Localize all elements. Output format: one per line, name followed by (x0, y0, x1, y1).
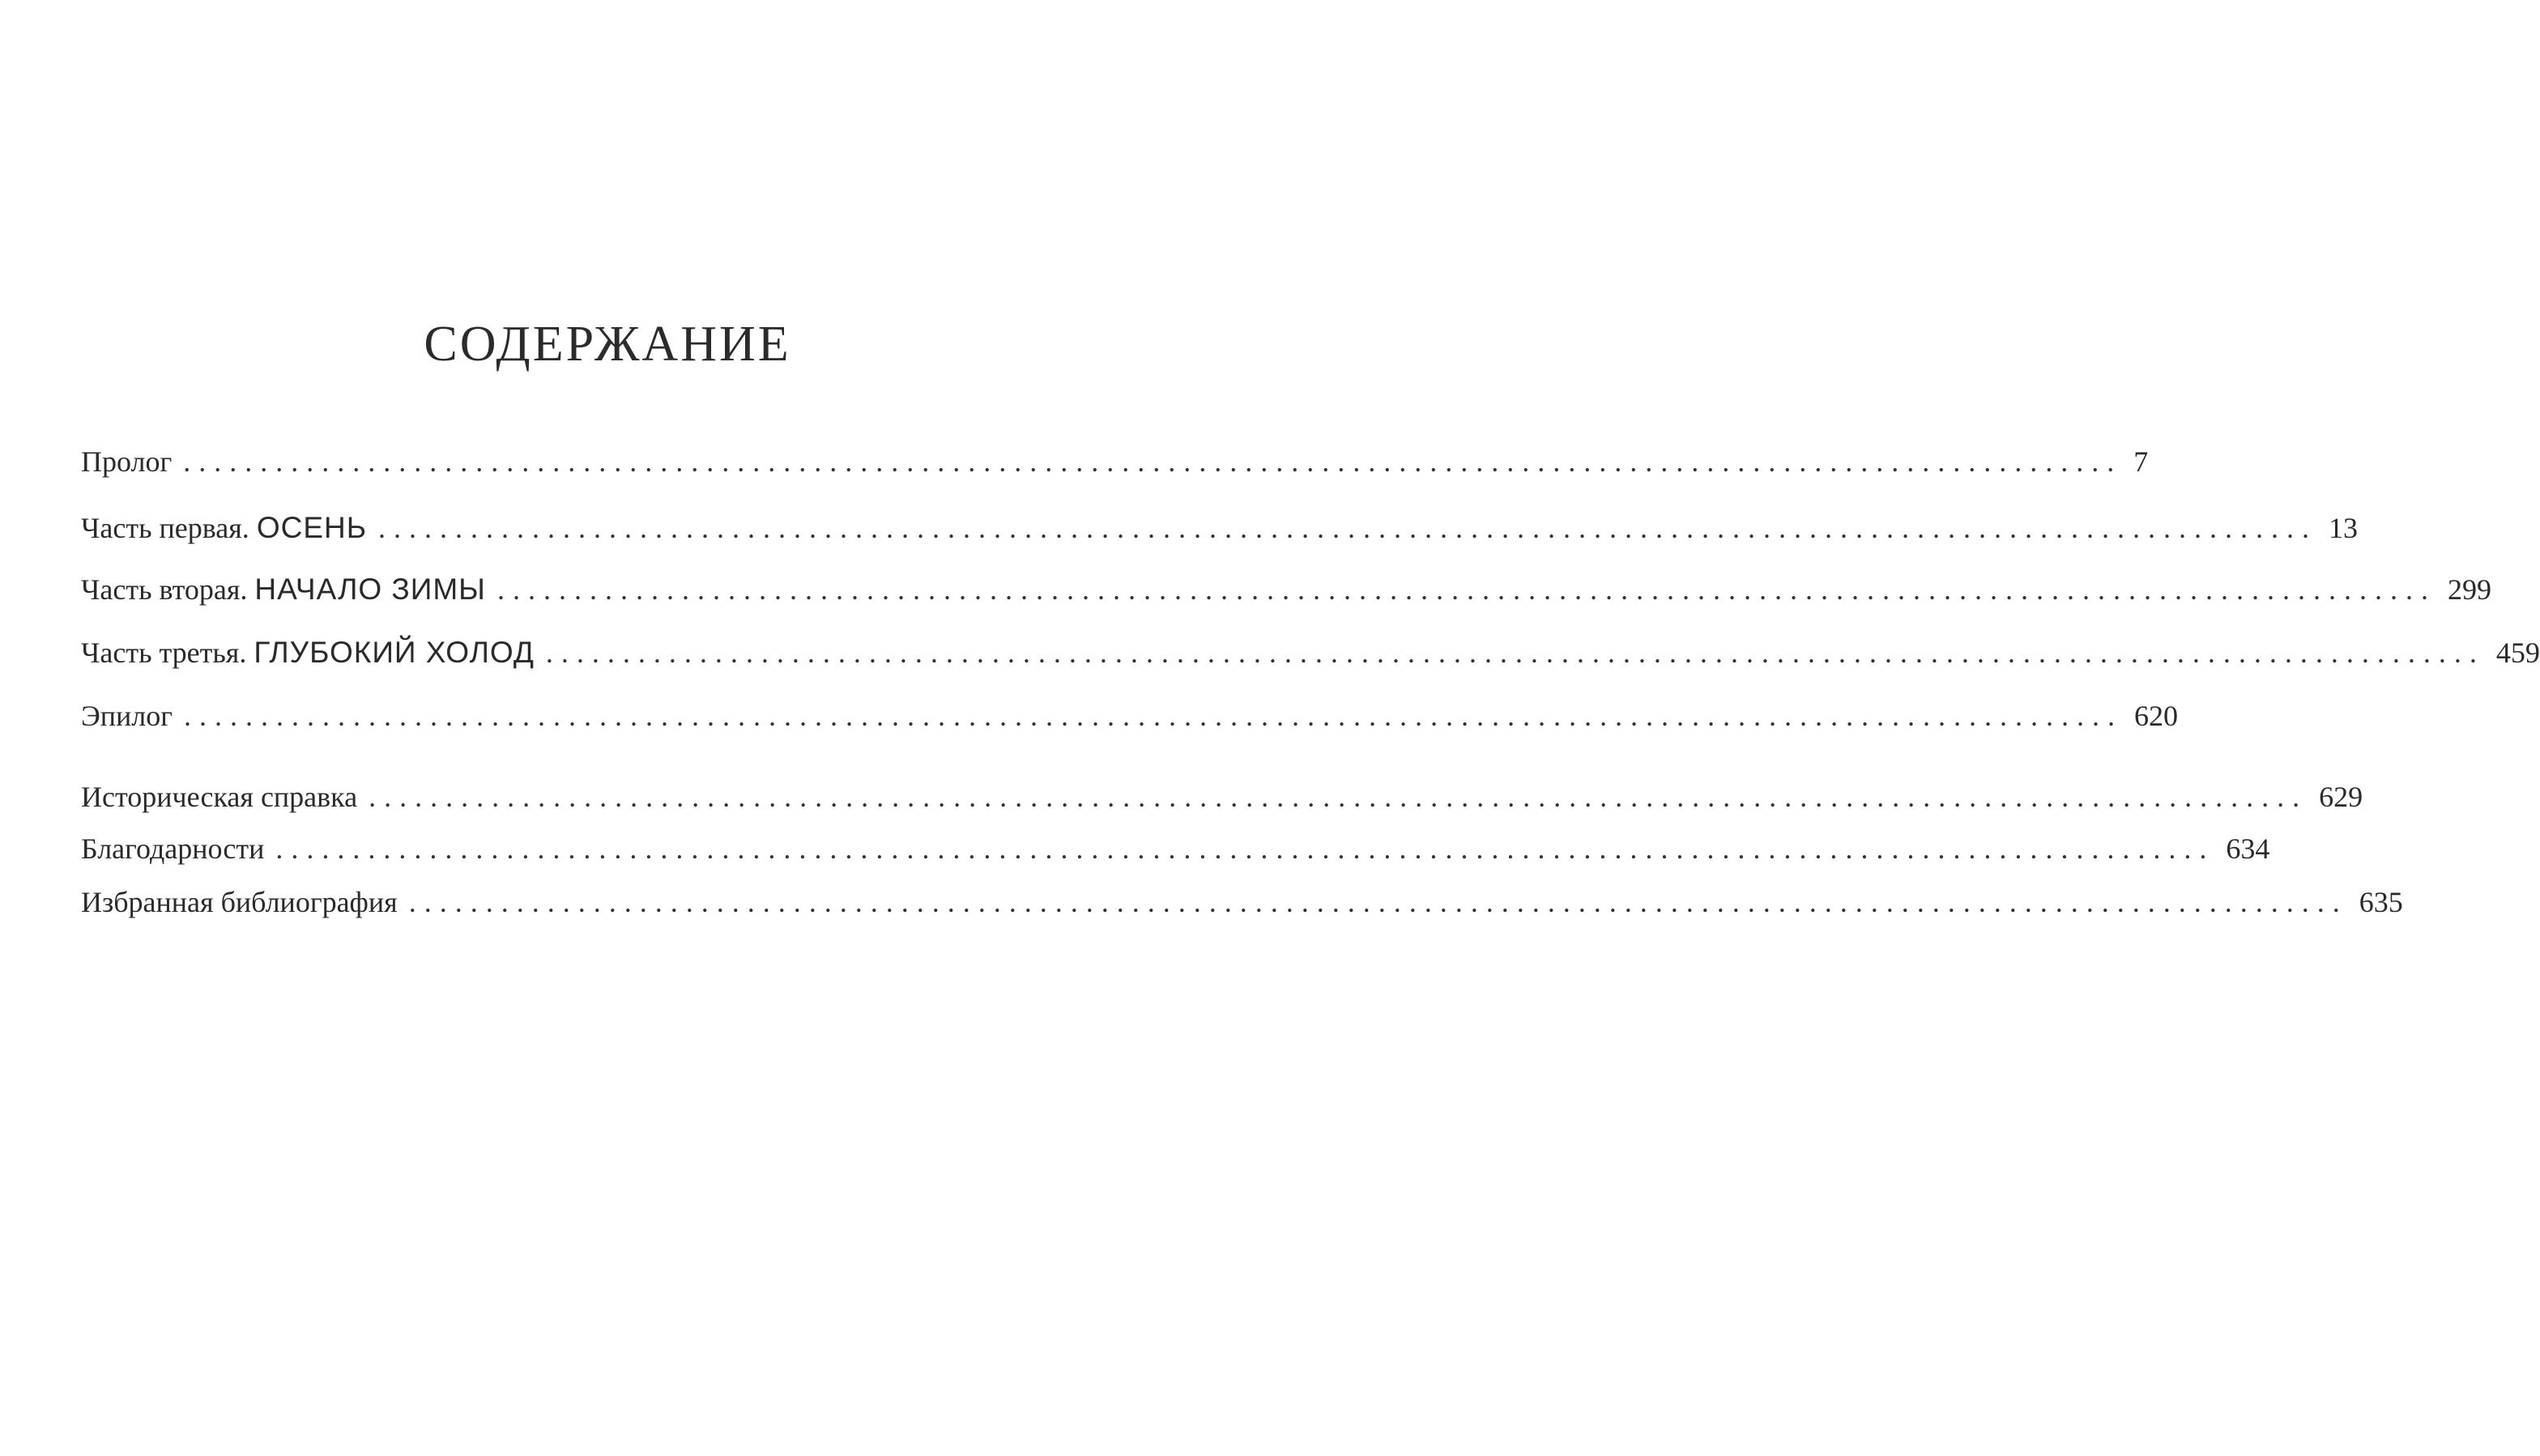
toc-entry-label: Историческая справка (81, 781, 358, 813)
toc-entry (81, 779, 2363, 815)
toc-entry-page-number: 13 (2329, 512, 2358, 544)
toc-entry-label: Эпилог (81, 700, 173, 732)
toc-entry (81, 510, 2358, 546)
toc-entry-label: Часть третья. (81, 636, 254, 669)
toc-entry-label: Часть вторая. (81, 573, 255, 606)
toc-entry-page-number: 459 (2495, 636, 2540, 669)
dot-leader: .............................................................................................................................. (183, 445, 2123, 478)
toc-entry-page-number: 620 (2134, 700, 2179, 732)
toc-entry-label: Благодарности (81, 832, 265, 865)
toc-entry-part-title: НАЧАЛО ЗИМЫ (254, 573, 486, 606)
toc-entry-page-number: 299 (2447, 573, 2491, 606)
dot-leader: .............................................................................................................................. (408, 886, 2348, 918)
dot-leader: .............................................................................................................................. (496, 573, 2436, 606)
toc-entry (81, 831, 2270, 866)
dot-leader: .............................................................................................................................. (378, 512, 2317, 544)
toc-entry-part-title: ГЛУБОКИЙ ХОЛОД (254, 636, 535, 669)
toc-entry-label: Избранная библиография (81, 886, 398, 918)
dot-leader: .............................................................................................................................. (545, 636, 2485, 669)
toc-entry (81, 444, 2149, 479)
dot-leader: .............................................................................................................................. (184, 700, 2124, 732)
toc-entry (81, 572, 2491, 607)
toc-entry-page-number: 7 (2133, 445, 2149, 478)
toc-entry-page-number: 635 (2359, 886, 2403, 918)
toc-entry-label: Часть первая. (81, 512, 257, 544)
toc-entry-page-number: 634 (2226, 832, 2270, 865)
page-title: СОДЕРЖАНИЕ (424, 317, 791, 372)
toc-entry (81, 884, 2403, 920)
dot-leader: .............................................................................................................................. (275, 832, 2215, 865)
toc-entry-label: Пролог (81, 445, 173, 478)
toc-entry (81, 635, 2540, 671)
toc-entry-part-title: ОСЕНЬ (256, 511, 367, 544)
dot-leader: .............................................................................................................................. (369, 781, 2308, 813)
toc-entry (81, 698, 2179, 734)
toc-entry-page-number: 629 (2319, 781, 2363, 813)
